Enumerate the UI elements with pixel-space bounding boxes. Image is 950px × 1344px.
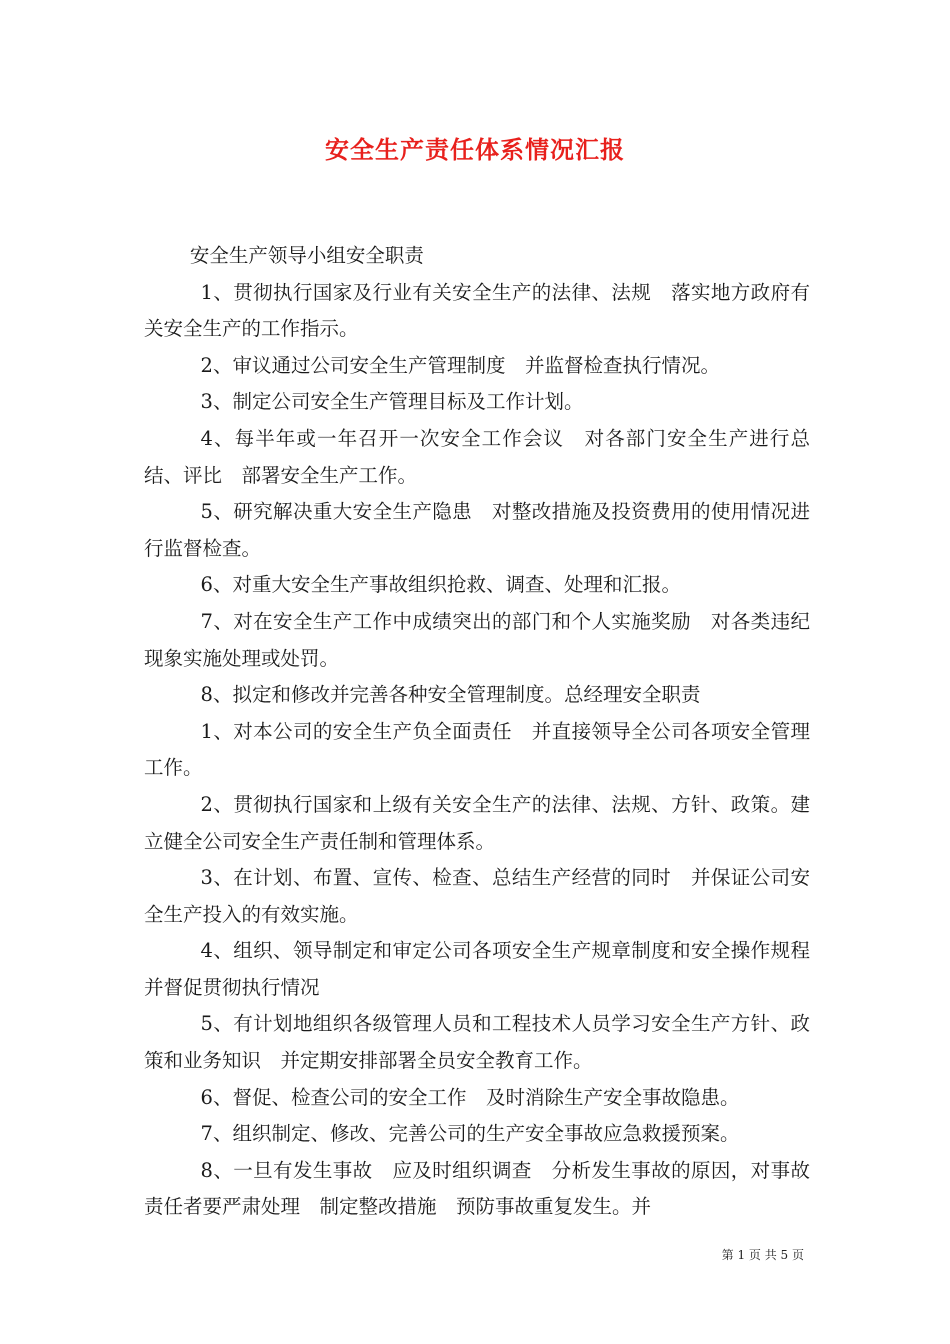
paragraph: 3、在计划、布置、宣传、检查、总结生产经营的同时 并保证公司安全生产投入的有效实施。 xyxy=(144,866,810,926)
document-title: 安全生产责任体系情况汇报 xyxy=(325,135,625,164)
paragraph: 5、有计划地组织各级管理人员和工程技术人员学习安全生产方针、政策和业务知识 并定期安排部署全员安全教育工作。 xyxy=(144,1012,810,1073)
document-body xyxy=(144,238,830,1226)
paragraph: 5、研究解决重大安全生产隐患 对整改措施及投资费用的使用情况进行监督检查。 xyxy=(144,500,810,560)
paragraph: 6、对重大安全生产事故组织抢救、调查、处理和汇报。 xyxy=(200,573,681,597)
page-number: 第 1 页 共 5 页 xyxy=(721,1248,804,1262)
paragraph: 2、审议通过公司安全生产管理制度 并监督检查执行情况。 xyxy=(200,353,720,377)
paragraph: 8、拟定和修改并完善各种安全管理制度。总经理安全职责 xyxy=(200,683,701,707)
paragraph: 3、制定公司安全生产管理目标及工作计划。 xyxy=(200,390,584,414)
paragraph: 8、一旦有发生事故 应及时组织调查 分析发生事故的原因，对事故责任者要严肃处理 制定整改措施 预防事故重复发生。并 xyxy=(144,1158,810,1219)
paragraph: 7、组织制定、修改、完善公司的生产安全事故应急救援预案。 xyxy=(200,1122,740,1146)
paragraph: 4、每半年或一年召开一次安全工作会议 对各部门安全生产进行总结、评比 部署安全生产工作。 xyxy=(144,426,810,487)
paragraph: 2、贯彻执行国家和上级有关安全生产的法律、法规、方针、政策。建立健全公司安全生产责任制和管理体系。 xyxy=(144,792,810,853)
paragraph: 7、对在安全生产工作中成绩突出的部门和个人实施奖励 对各类违纪现象实施处理或处罚。 xyxy=(144,609,810,670)
paragraph: 6、督促、检查公司的安全工作 及时消除生产安全事故隐患。 xyxy=(200,1085,740,1109)
paragraph: 1、贯彻执行国家及行业有关安全生产的法律、法规 落实地方政府有关安全生产的工作指示。 xyxy=(144,280,810,341)
section-heading-leadership: 安全生产领导小组安全职责 xyxy=(189,244,424,267)
paragraph: 4、组织、领导制定和审定公司各项安全生产规章制度和安全操作规程 并督促贯彻执行情况 xyxy=(144,939,830,999)
paragraph: 1、对本公司的安全生产负全面责任 并直接领导全公司各项安全管理工作。 xyxy=(144,719,810,780)
